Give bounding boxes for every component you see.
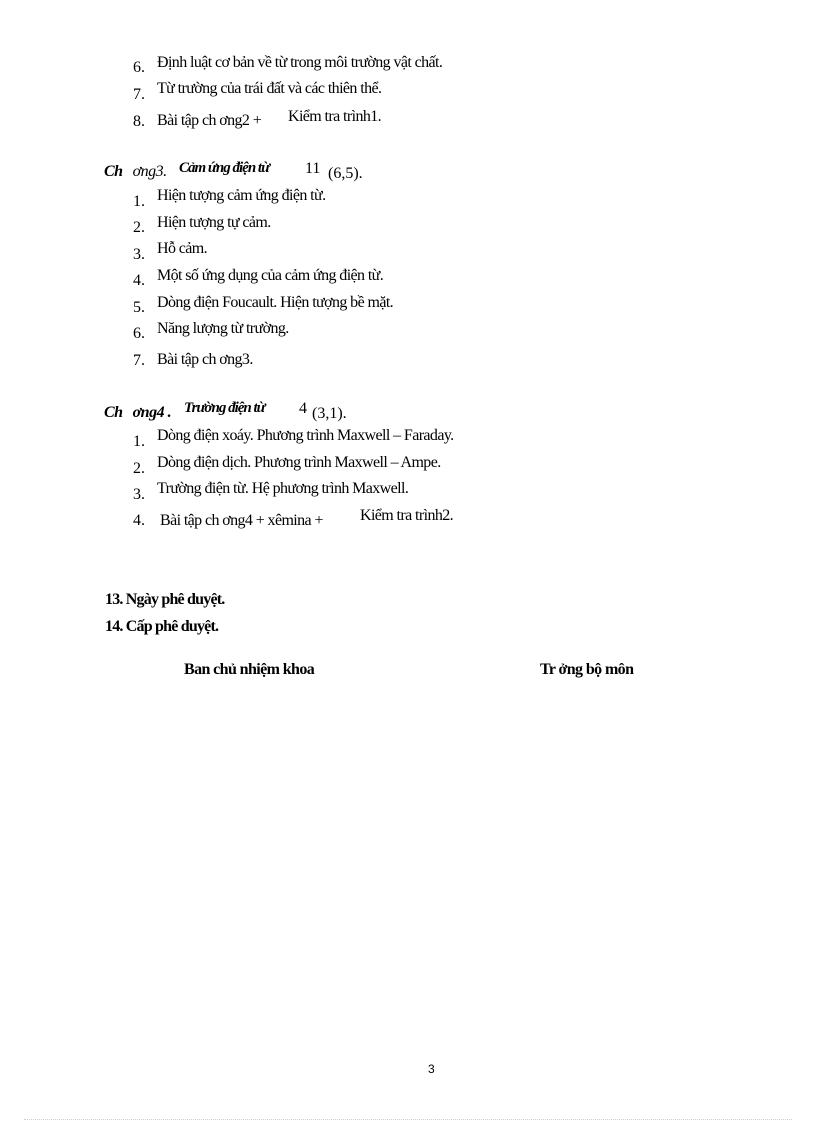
chapter-title: Trường điện từ	[184, 400, 265, 416]
list-number: 4.	[133, 512, 145, 529]
page-bottom-divider	[24, 1119, 792, 1120]
chapter-title: Cảm ứng điện từ	[179, 160, 270, 176]
chapter-hours: 11	[305, 160, 321, 177]
list-number: 7.	[133, 352, 145, 369]
list-item: Định luật cơ bản về từ trong môi trường vật chất.	[157, 54, 443, 71]
list-number: 1.	[133, 433, 145, 450]
chapter-hours-detail: (3,1).	[312, 405, 347, 422]
chapter-word: Ch	[104, 163, 123, 180]
list-item-extra: Kiểm tra trình1.	[288, 108, 382, 125]
chapter-number: ơng3.	[132, 163, 167, 180]
page-number: 3	[428, 1062, 435, 1076]
list-item: Trường điện từ. Hệ phương trình Maxwell.	[157, 480, 409, 497]
list-number: 7.	[133, 86, 145, 103]
list-item: Hiện tượng tự cảm.	[157, 214, 271, 231]
list-item: Từ trường của trái đất và các thiên thể.	[157, 80, 382, 97]
list-number: 1.	[133, 193, 145, 210]
list-number: 3.	[133, 486, 145, 503]
chapter-hours: 4	[299, 400, 307, 417]
chapter-3-heading	[104, 163, 167, 181]
section-14-heading: 14. Cấp phê duyệt.	[105, 618, 219, 635]
list-number: 2.	[133, 460, 145, 477]
list-item-extra: Kiểm tra trình2.	[360, 507, 454, 524]
signature-right-title: Tr ởng bộ môn	[540, 661, 634, 678]
list-item: Dòng điện xoáy. Phương trình Maxwell – Faraday.	[157, 427, 454, 444]
chapter-number: ơng4 .	[132, 404, 172, 421]
chapter-word: Ch	[104, 404, 123, 421]
list-item: Hiện tượng cảm ứng điện từ.	[157, 187, 326, 204]
list-number: 4.	[133, 272, 145, 289]
list-number: 5.	[133, 299, 145, 316]
list-item: Dòng điện Foucault. Hiện tượng bề mặt.	[157, 294, 394, 311]
list-number: 3.	[133, 246, 145, 263]
chapter-hours-detail: (6,5).	[328, 165, 363, 182]
chapter-4-heading	[104, 404, 171, 422]
list-item: Bài tập ch ơng4 + xêmina +	[160, 512, 323, 529]
list-item: Dòng điện dịch. Phương trình Maxwell – Ampe.	[157, 454, 441, 471]
list-item: Bài tập ch ơng2 +	[157, 112, 262, 129]
signature-left-title: Ban chủ nhiệm khoa	[184, 661, 315, 678]
list-item: Hỗ cảm.	[157, 240, 208, 257]
list-number: 2.	[133, 219, 145, 236]
list-item: Năng lượng từ trường.	[157, 320, 289, 337]
section-13-heading: 13. Ngày phê duyệt.	[105, 591, 225, 608]
list-item: Bài tập ch ơng3.	[157, 351, 253, 368]
list-number: 6.	[133, 325, 145, 342]
list-number: 6.	[133, 59, 145, 76]
list-number: 8.	[133, 113, 145, 130]
list-item: Một số ứng dụng của cảm ứng điện từ.	[157, 267, 384, 284]
